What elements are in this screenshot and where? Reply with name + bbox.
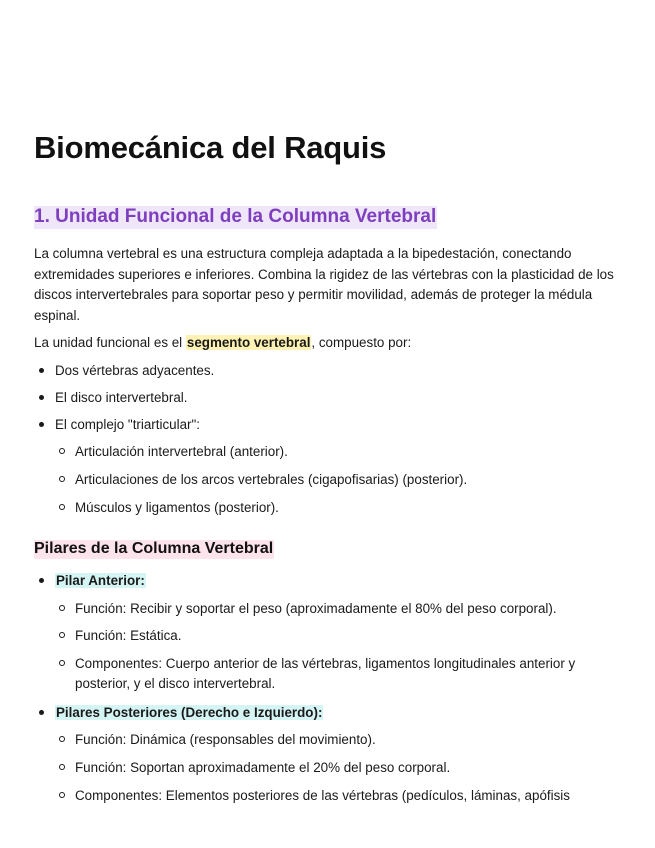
list-item-pilares-posteriores	[55, 703, 615, 723]
section-heading-unidad-funcional	[34, 206, 437, 228]
sub-list-item-text: Articulaciones de los arcos vertebrales (cigapofisarias) (posterior).	[75, 472, 468, 487]
list-item	[55, 361, 615, 381]
pilares-posteriores-label: Pilares Posteriores (Derecho e Izquierdo):	[56, 705, 323, 720]
bullet-circle-icon	[59, 660, 65, 666]
bullet-circle-icon	[59, 504, 65, 510]
list-item	[55, 388, 615, 408]
sub-list-item	[75, 599, 615, 619]
document-title: Biomecánica del Raquis	[34, 130, 387, 165]
bullet-disc-icon	[39, 368, 44, 373]
sub-list-item-text: Función: Estática.	[75, 628, 182, 643]
bullet-circle-icon	[59, 448, 65, 454]
unit-paragraph	[34, 333, 614, 354]
sub-list-item	[75, 498, 615, 518]
intro-paragraph: La columna vertebral es una estructura compleja adaptada a la bipedestación, conectando extremidades superiores e inferiores. Combina la rigidez de las vértebras con la plasticidad de los discos intervertebrales para soportar peso y permitir movilidad, además de proteger la médula espinal.	[34, 246, 614, 323]
sub-list-item	[75, 442, 615, 462]
sub-list-item	[75, 470, 615, 490]
unit-suffix: , compuesto por:	[311, 335, 412, 350]
bullet-circle-icon	[59, 476, 65, 482]
section-heading-text: 1. Unidad Funcional de la Columna Vertebral	[34, 206, 437, 227]
sub-list-item	[75, 786, 615, 806]
list-item-text: El complejo "triarticular":	[55, 417, 200, 432]
pilares-heading	[34, 540, 274, 558]
sub-list-item-text: Músculos y ligamentos (posterior).	[75, 500, 279, 515]
sub-list-item	[75, 626, 615, 646]
bullet-circle-icon	[59, 632, 65, 638]
list-item-text: El disco intervertebral.	[55, 390, 188, 405]
sub-list-item	[75, 654, 615, 693]
pilar-anterior-label: Pilar Anterior:	[56, 573, 145, 588]
sub-list-item-text: Función: Soportan aproximadamente el 20% del peso corporal.	[75, 760, 451, 775]
bullet-disc-icon	[39, 710, 44, 715]
list-item-text: Dos vértebras adyacentes.	[55, 363, 215, 378]
sub-list-item-text: Función: Dinámica (responsables del movimiento).	[75, 732, 376, 747]
bullet-disc-icon	[39, 395, 44, 400]
bullet-circle-icon	[59, 605, 65, 611]
sub-list-item	[75, 730, 615, 750]
bullet-disc-icon	[39, 578, 44, 583]
pilares-heading-text: Pilares de la Columna Vertebral	[34, 540, 274, 557]
sub-list-item-text: Articulación intervertebral (anterior).	[75, 444, 288, 459]
sub-list-item-text: Función: Recibir y soportar el peso (aproximadamente el 80% del peso corporal).	[75, 601, 557, 616]
sub-list-item	[75, 758, 615, 778]
bullet-circle-icon	[59, 764, 65, 770]
segmento-vertebral-highlight: segmento vertebral	[186, 335, 311, 350]
sub-list-item-text: Componentes: Elementos posteriores de las vértebras (pedículos, láminas, apófisis	[75, 788, 570, 803]
sub-list-item-text: Componentes: Cuerpo anterior de las vértebras, ligamentos longitudinales anterior y posterior, y el disco intervertebral.	[75, 656, 576, 691]
bullet-circle-icon	[59, 792, 65, 798]
list-item-pilar-anterior	[55, 571, 615, 591]
list-item	[55, 415, 615, 435]
bullet-circle-icon	[59, 736, 65, 742]
bullet-disc-icon	[39, 422, 44, 427]
unit-prefix: La unidad funcional es el	[34, 335, 186, 350]
